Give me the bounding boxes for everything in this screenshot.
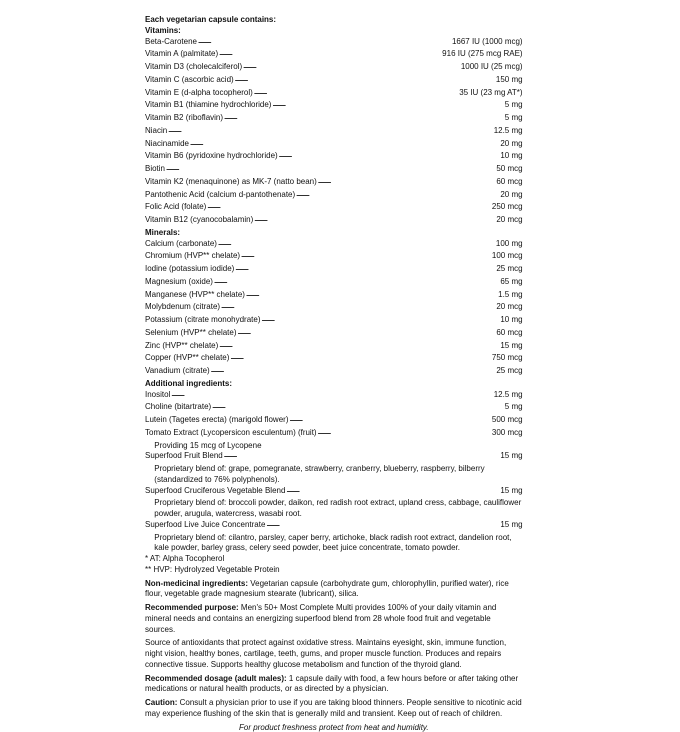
ingredient-name: Niacin <box>145 125 167 136</box>
purpose-text: Men's 50+ Most Complete Multi provides 100% of your daily vitamin and mineral needs and contains an energizing superfood blend from 28 whole food fruit and vegetable sources. <box>145 602 496 634</box>
supplement-label <box>145 14 523 732</box>
footnote-hvp: ** HVP: Hydrolyzed Vegetable Protein <box>145 564 523 575</box>
ingredient-amount: 916 IU (275 mcg RAE) <box>442 48 522 59</box>
leader-dots <box>254 86 459 99</box>
intro-heading: Each vegetarian capsule contains: <box>145 14 523 25</box>
ingredient-name: Superfood Live Juice Concentrate <box>145 519 265 530</box>
dosage-paragraph <box>145 673 523 695</box>
leader-dots <box>266 518 499 531</box>
leader-dots <box>219 339 499 352</box>
blend-detail: Proprietary blend of: broccoli powder, daikon, red radish root extract, upland cress, cabbage, cauliflower powder, arugula, watercress, wasabi root. <box>145 497 523 519</box>
leader-dots <box>272 98 503 111</box>
ingredient-name: Vitamin B1 (thiamine hydrochloride) <box>145 99 271 110</box>
leader-dots <box>261 313 499 326</box>
ingredient-amount: 15 mg <box>500 519 522 530</box>
ingredient-row <box>145 427 523 440</box>
ingredient-name: Vitamin A (palmitate) <box>145 48 218 59</box>
ingredient-name: Lutein (Tagetes erecta) (marigold flower) <box>145 414 288 425</box>
leader-dots <box>254 213 495 226</box>
ingredient-amount: 5 mg <box>505 99 523 110</box>
ingredient-name: Iodine (potassium iodide) <box>145 263 234 274</box>
ingredient-amount: 65 mg <box>500 276 522 287</box>
leader-dots <box>198 35 451 48</box>
ingredient-amount: 5 mg <box>505 401 523 412</box>
ingredient-amount: 20 mcg <box>496 214 522 225</box>
ingredient-name: Biotin <box>145 163 165 174</box>
blend-detail: Proprietary blend of: grape, pomegranate, strawberry, cranberry, blueberry, raspberry, bilberry (standardized to 76% polyphenols). <box>145 463 523 485</box>
ingredient-name: Vitamin B2 (riboflavin) <box>145 112 223 123</box>
leader-dots <box>318 175 496 188</box>
ingredient-amount: 10 mg <box>500 314 522 325</box>
ingredient-name: Superfood Cruciferous Vegetable Blend <box>145 485 285 496</box>
ingredient-row <box>145 485 523 498</box>
ingredient-row <box>145 365 523 378</box>
caution-paragraph <box>145 697 523 719</box>
ingredient-amount: 60 mcg <box>496 176 522 187</box>
ingredient-amount: 60 mcg <box>496 327 522 338</box>
leader-dots <box>296 188 499 201</box>
leader-dots <box>218 237 495 250</box>
leader-dots <box>190 137 500 150</box>
ingredient-name: Beta-Carotene <box>145 36 197 47</box>
dosage-label: Recommended dosage (adult males): <box>145 673 287 683</box>
ingredient-name: Vitamin K2 (menaquinone) as MK-7 (natto bean) <box>145 176 317 187</box>
leader-dots <box>166 162 496 175</box>
dosage-text: 1 capsule daily with food, a few hours before or after taking other medications or natural health products, or as directed by a physician. <box>145 673 518 694</box>
blends-list <box>145 450 523 553</box>
leader-dots <box>212 400 504 413</box>
ingredient-amount: 15 mg <box>500 485 522 496</box>
ingredient-amount: 750 mcg <box>492 352 523 363</box>
ingredient-name: Tomato Extract (Lycopersicon esculentum) (fruit) <box>145 427 317 438</box>
ingredient-amount: 150 mg <box>496 74 523 85</box>
ingredient-amount: 500 mcg <box>492 414 523 425</box>
ingredient-amount: 35 IU (23 mg AT*) <box>459 87 522 98</box>
leader-dots <box>237 326 495 339</box>
leader-dots <box>207 200 491 213</box>
leader-dots <box>221 300 495 313</box>
ingredient-amount: 1.5 mg <box>498 289 522 300</box>
ingredient-name: Chromium (HVP** chelate) <box>145 250 240 261</box>
vitamins-list <box>145 36 523 227</box>
ingredient-amount: 250 mcg <box>492 201 523 212</box>
leader-dots <box>235 262 495 275</box>
leader-dots <box>235 73 495 86</box>
additional-heading: Additional ingredients: <box>145 378 523 389</box>
ingredient-amount: 50 mcg <box>496 163 522 174</box>
ingredient-name: Vitamin B12 (cyanocobalamin) <box>145 214 253 225</box>
leader-dots <box>289 413 491 426</box>
ingredient-row <box>145 519 523 532</box>
ingredient-name: Copper (HVP** chelate) <box>145 352 229 363</box>
purpose-paragraph <box>145 602 523 634</box>
nonmedicinal-label: Non-medicinal ingredients: <box>145 578 248 588</box>
ingredient-name: Vanadium (citrate) <box>145 365 210 376</box>
nonmedicinal-paragraph <box>145 578 523 600</box>
ingredient-amount: 100 mg <box>496 238 523 249</box>
ingredient-name: Selenium (HVP** chelate) <box>145 327 237 338</box>
vitamins-heading: Vitamins: <box>145 25 523 36</box>
leader-dots <box>219 47 441 60</box>
ingredient-amount: 1667 IU (1000 mcg) <box>452 36 523 47</box>
ingredient-name: Superfood Fruit Blend <box>145 450 223 461</box>
ingredient-name: Inositol <box>145 389 170 400</box>
ingredient-amount: 15 mg <box>500 450 522 461</box>
leader-dots <box>246 288 497 301</box>
ingredient-row <box>145 214 523 227</box>
freshness-note: For product freshness protect from heat and humidity. <box>145 722 523 732</box>
leader-dots <box>224 111 504 124</box>
ingredient-amount: 25 mcg <box>496 263 522 274</box>
nonmedicinal-text: Vegetarian capsule (carbohydrate gum, chlorophyllin, purified water), rice flour, vegetable grade magnesium stearate (lubricant), silica. <box>145 578 509 599</box>
leader-dots <box>214 275 500 288</box>
minerals-list <box>145 238 523 378</box>
ingredient-amount: 12.5 mg <box>494 125 523 136</box>
ingredient-name: Magnesium (oxide) <box>145 276 213 287</box>
ingredient-amount: 20 mg <box>500 138 522 149</box>
leader-dots <box>168 124 493 137</box>
caution-text: Consult a physician prior to use if you are taking blood thinners. People sensitive to nicotinic acid may experience flushing of the skin that is generally mild and transient. Keep out of reach of children. <box>145 697 522 718</box>
leader-dots <box>211 364 496 377</box>
ingredient-amount: 10 mg <box>500 150 522 161</box>
ingredient-amount: 20 mcg <box>496 301 522 312</box>
ingredient-name: Vitamin E (d-alpha tocopherol) <box>145 87 253 98</box>
ingredient-name: Vitamin C (ascorbic acid) <box>145 74 234 85</box>
footnote-at: * AT: Alpha Tocopherol <box>145 553 523 564</box>
ingredient-name: Niacinamide <box>145 138 189 149</box>
ingredient-name: Folic Acid (folate) <box>145 201 206 212</box>
ingredient-amount: 300 mcg <box>492 427 523 438</box>
leader-dots <box>224 449 500 462</box>
ingredient-amount: 20 mg <box>500 189 522 200</box>
ingredient-amount: 100 mcg <box>492 250 523 261</box>
ingredient-row <box>145 450 523 463</box>
ingredient-amount: 1000 IU (25 mcg) <box>461 61 523 72</box>
ingredient-name: Vitamin B6 (pyridoxine hydrochloride) <box>145 150 278 161</box>
ingredient-name: Zinc (HVP** chelate) <box>145 340 218 351</box>
lycopene-note: Providing 15 mcg of Lycopene <box>145 440 523 451</box>
ingredient-name: Molybdenum (citrate) <box>145 301 220 312</box>
ingredient-name: Manganese (HVP** chelate) <box>145 289 245 300</box>
ingredient-amount: 15 mg <box>500 340 522 351</box>
blend-detail: Proprietary blend of: cilantro, parsley, caper berry, artichoke, black radish root extract, dandelion root, kale powder, barley grass, celery seed powder, beet juice concentrate, tomato powder. <box>145 532 523 554</box>
caution-label: Caution: <box>145 697 177 707</box>
additional-list <box>145 389 523 440</box>
purpose-label: Recommended purpose: <box>145 602 239 612</box>
ingredient-name: Pantothenic Acid (calcium d-pantothenate) <box>145 189 295 200</box>
leader-dots <box>243 60 460 73</box>
ingredient-name: Vitamin D3 (cholecalciferol) <box>145 61 242 72</box>
ingredient-amount: 12.5 mg <box>494 389 523 400</box>
ingredient-amount: 5 mg <box>505 112 523 123</box>
ingredient-name: Potassium (citrate monohydrate) <box>145 314 260 325</box>
antioxidant-paragraph: Source of antioxidants that protect against oxidative stress. Maintains eyesight, skin, immune function, night vision, healthy bones, cartilage, teeth, gums, and proper muscle function. Produces and repairs connective tissue. Supports healthy glucose metabolism and function of the thyroid gland. <box>145 637 523 669</box>
leader-dots <box>286 484 499 497</box>
leader-dots <box>241 249 491 262</box>
leader-dots <box>230 351 491 364</box>
leader-dots <box>279 149 500 162</box>
leader-dots <box>318 426 491 439</box>
ingredient-amount: 25 mcg <box>496 365 522 376</box>
minerals-heading: Minerals: <box>145 227 523 238</box>
ingredient-name: Choline (bitartrate) <box>145 401 211 412</box>
leader-dots <box>171 388 493 401</box>
ingredient-name: Calcium (carbonate) <box>145 238 217 249</box>
